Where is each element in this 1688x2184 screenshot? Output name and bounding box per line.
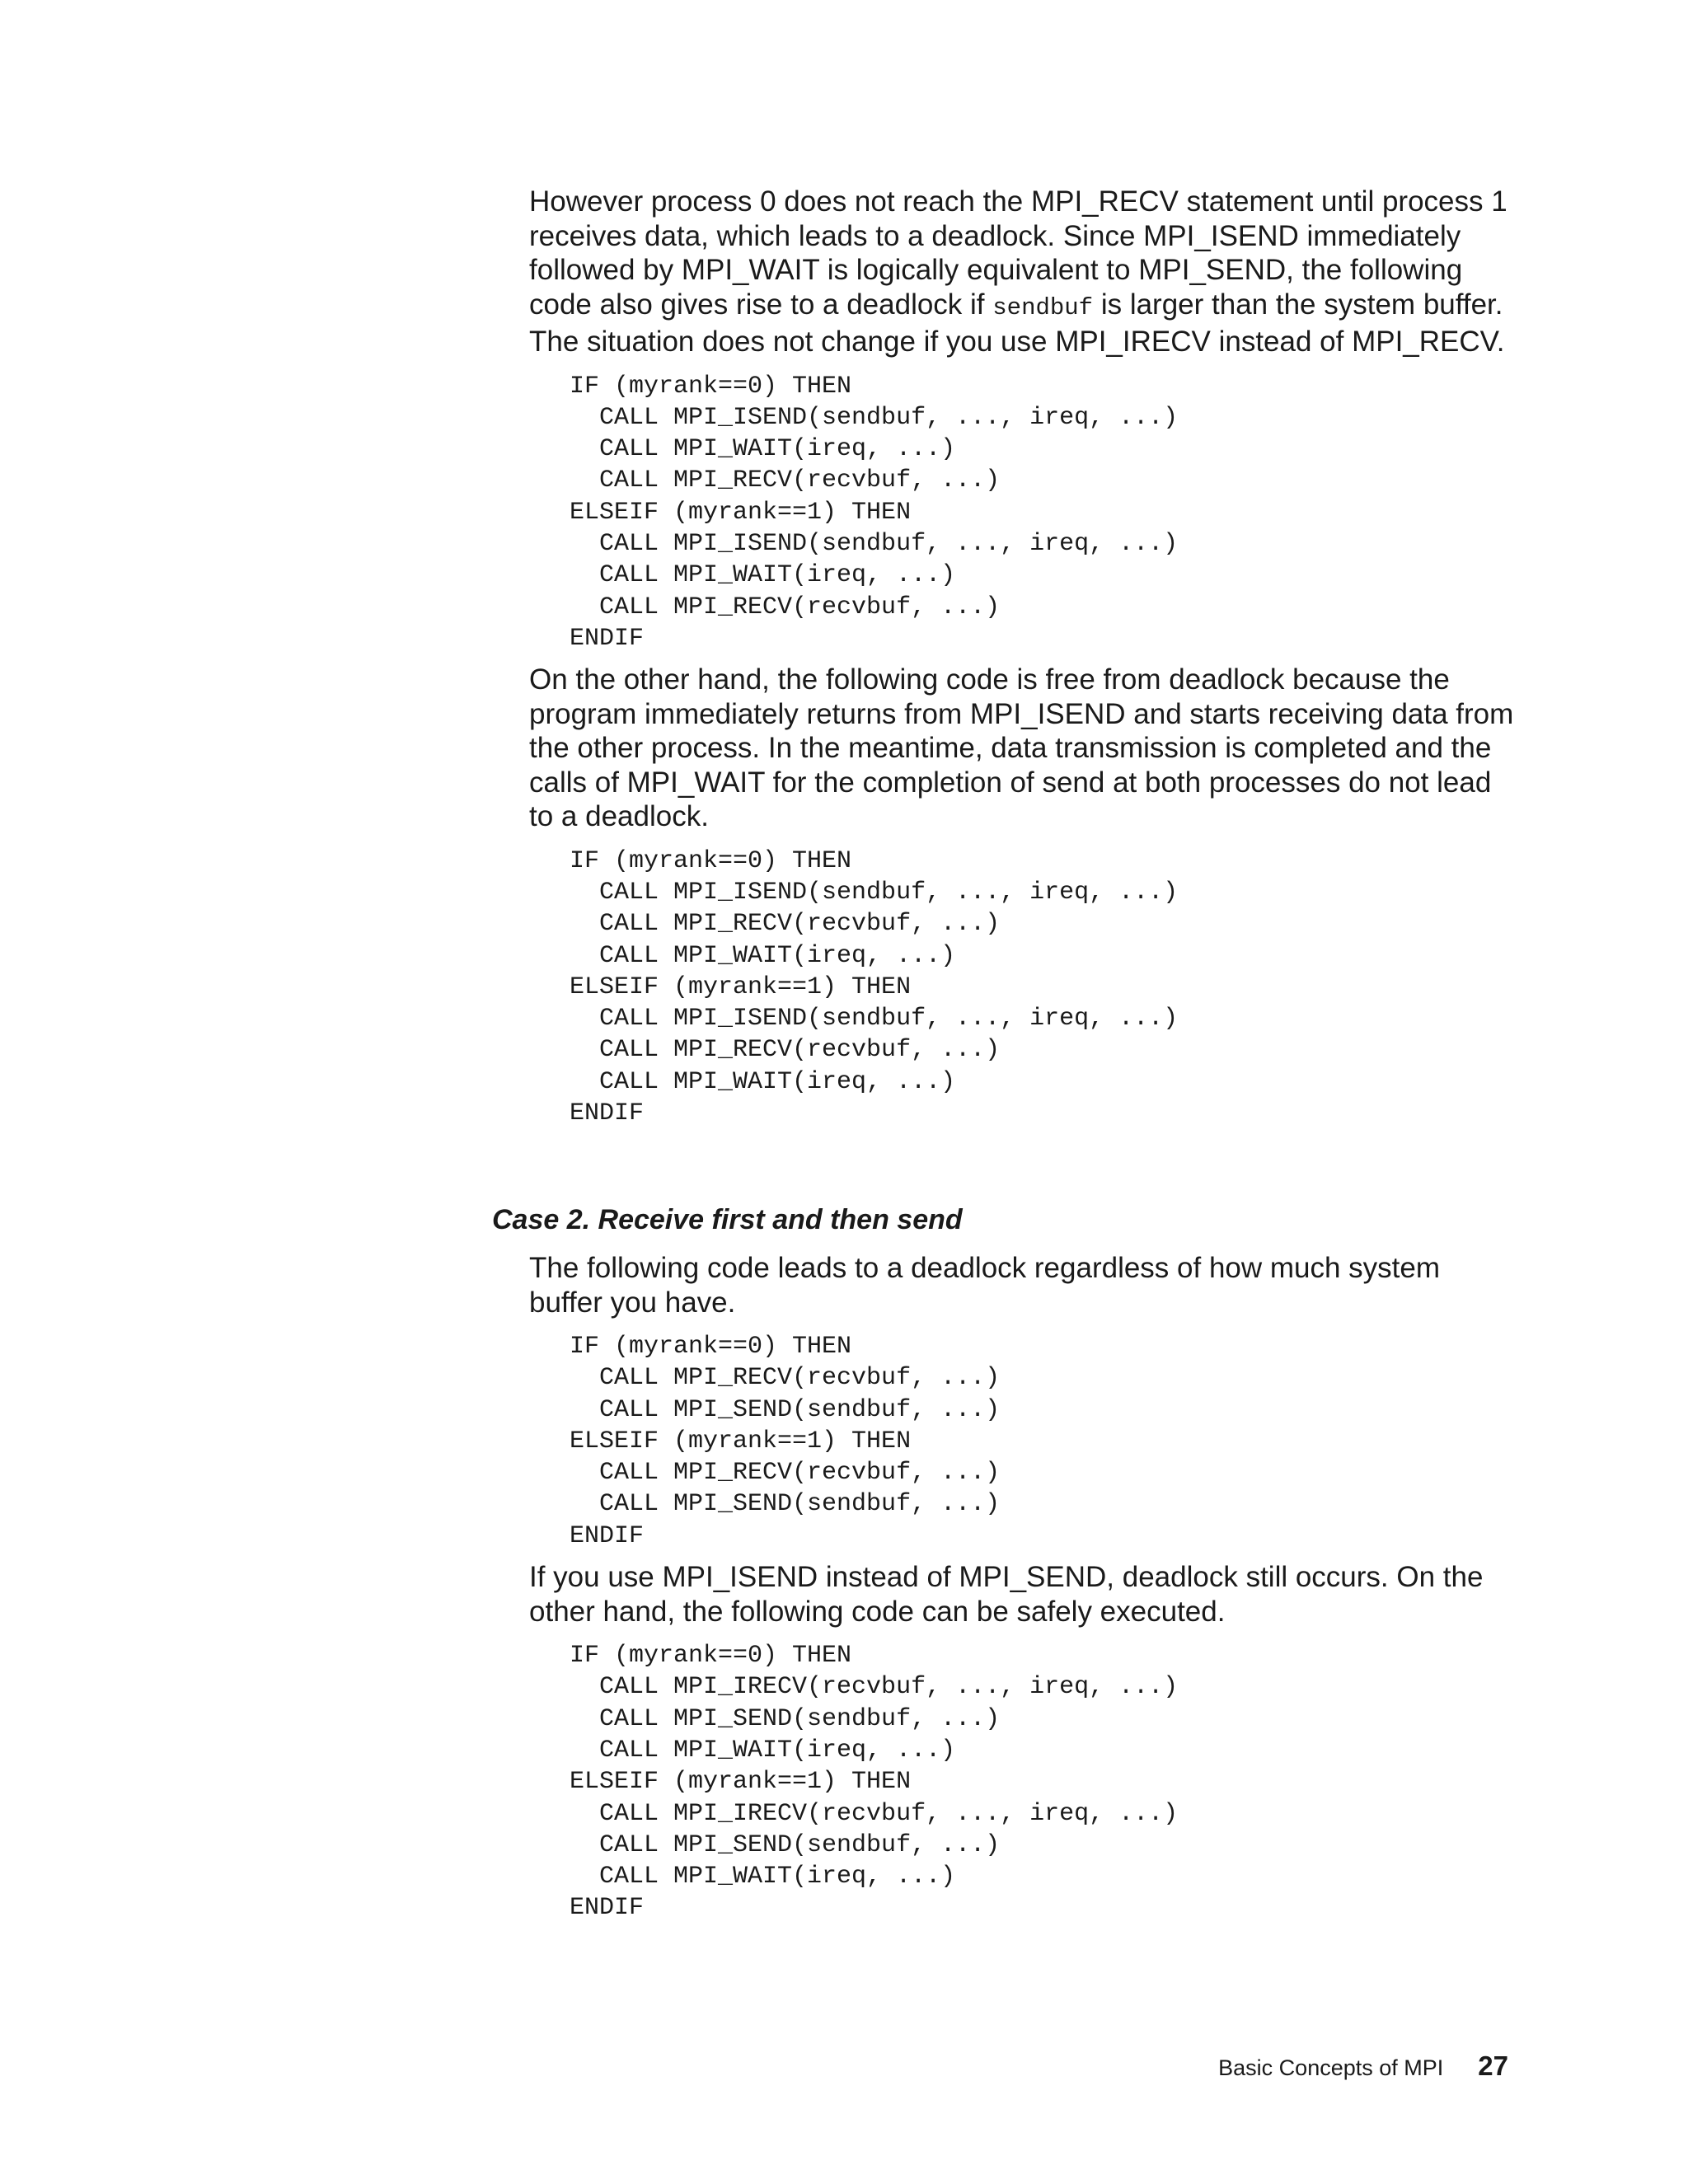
page-body-case-2 [529,1251,1518,1924]
section-heading-case-2: Case 2. Receive first and then send [492,1204,963,1235]
code-block-recv-send: IF (myrank==0) THEN CALL MPI_RECV(recvbuf, ...) CALL MPI_SEND(sendbuf, ...) ELSEIF (myrank==1) THEN CALL MPI_RECV(recvbuf, ...) CALL MPI_SEND(sendbuf, ...) ENDIF [570,1333,1001,1550]
page-number: 27 [1478,2050,1508,2081]
page-footer [1218,2050,1508,2082]
paragraph-deadlock-free: On the other hand, the following code is free from deadlock because the program immediately returns from MPI_ISEND and starts receiving data from the other process. In the meantime, data transmission is completed and the calls of MPI_WAIT for the completion of send at both processes do not lead to a deadlock. [529,663,1514,833]
inline-code-sendbuf: sendbuf [992,293,1094,321]
paragraph-text: is larger than the system buffer. The situation does not change if you use MPI_IRECV instead of MPI_RECV. [529,288,1505,358]
code-block-isend-wait-recv: IF (myrank==0) THEN CALL MPI_ISEND(sendbuf, ..., ireq, ...) CALL MPI_WAIT(ireq, ...) CALL MPI_RECV(recvbuf, ...) ELSEIF (myrank==1) THEN CALL MPI_ISEND(sendbuf, ..., ireq, ...) CALL MPI_WAIT(ireq, ...) CALL MPI_RECV(recvbuf, ...) ENDIF [570,372,1179,653]
paragraph-safe-execution: If you use MPI_ISEND instead of MPI_SEND, deadlock still occurs. On the other hand, the following code can be safely executed. [529,1561,1484,1628]
code-block-irecv-send-wait: IF (myrank==0) THEN CALL MPI_IRECV(recvbuf, ..., ireq, ...) CALL MPI_SEND(sendbuf, ...) CALL MPI_WAIT(ireq, ...) ELSEIF (myrank==1) THEN CALL MPI_IRECV(recvbuf, ..., ireq, ...) CALL MPI_SEND(sendbuf, ...) CALL MPI_WAIT(ireq, ...) ENDIF [570,1642,1179,1923]
page-body [529,185,1518,1129]
paragraph-deadlock-explanation [529,185,1518,359]
footer-chapter-title: Basic Concepts of MPI [1218,2055,1444,2080]
code-block-isend-recv-wait: IF (myrank==0) THEN CALL MPI_ISEND(sendbuf, ..., ireq, ...) CALL MPI_RECV(recvbuf, ...) CALL MPI_WAIT(ireq, ...) ELSEIF (myrank==1) THEN CALL MPI_ISEND(sendbuf, ..., ireq, ...) CALL MPI_RECV(recvbuf, ...) CALL MPI_WAIT(ireq, ...) ENDIF [570,846,1179,1128]
paragraph-recv-first-deadlock: The following code leads to a deadlock regardless of how much system buffer you have. [529,1252,1441,1319]
paragraph-text: However process 0 does not reach the MPI_RECV statement until process 1 receives data, which leads to a deadlock. Since MPI_ISEND immediately followed by MPI_WAIT is logically equivalent to MPI_SEND, the following code also gives rise to a deadlock if [529,185,1507,321]
